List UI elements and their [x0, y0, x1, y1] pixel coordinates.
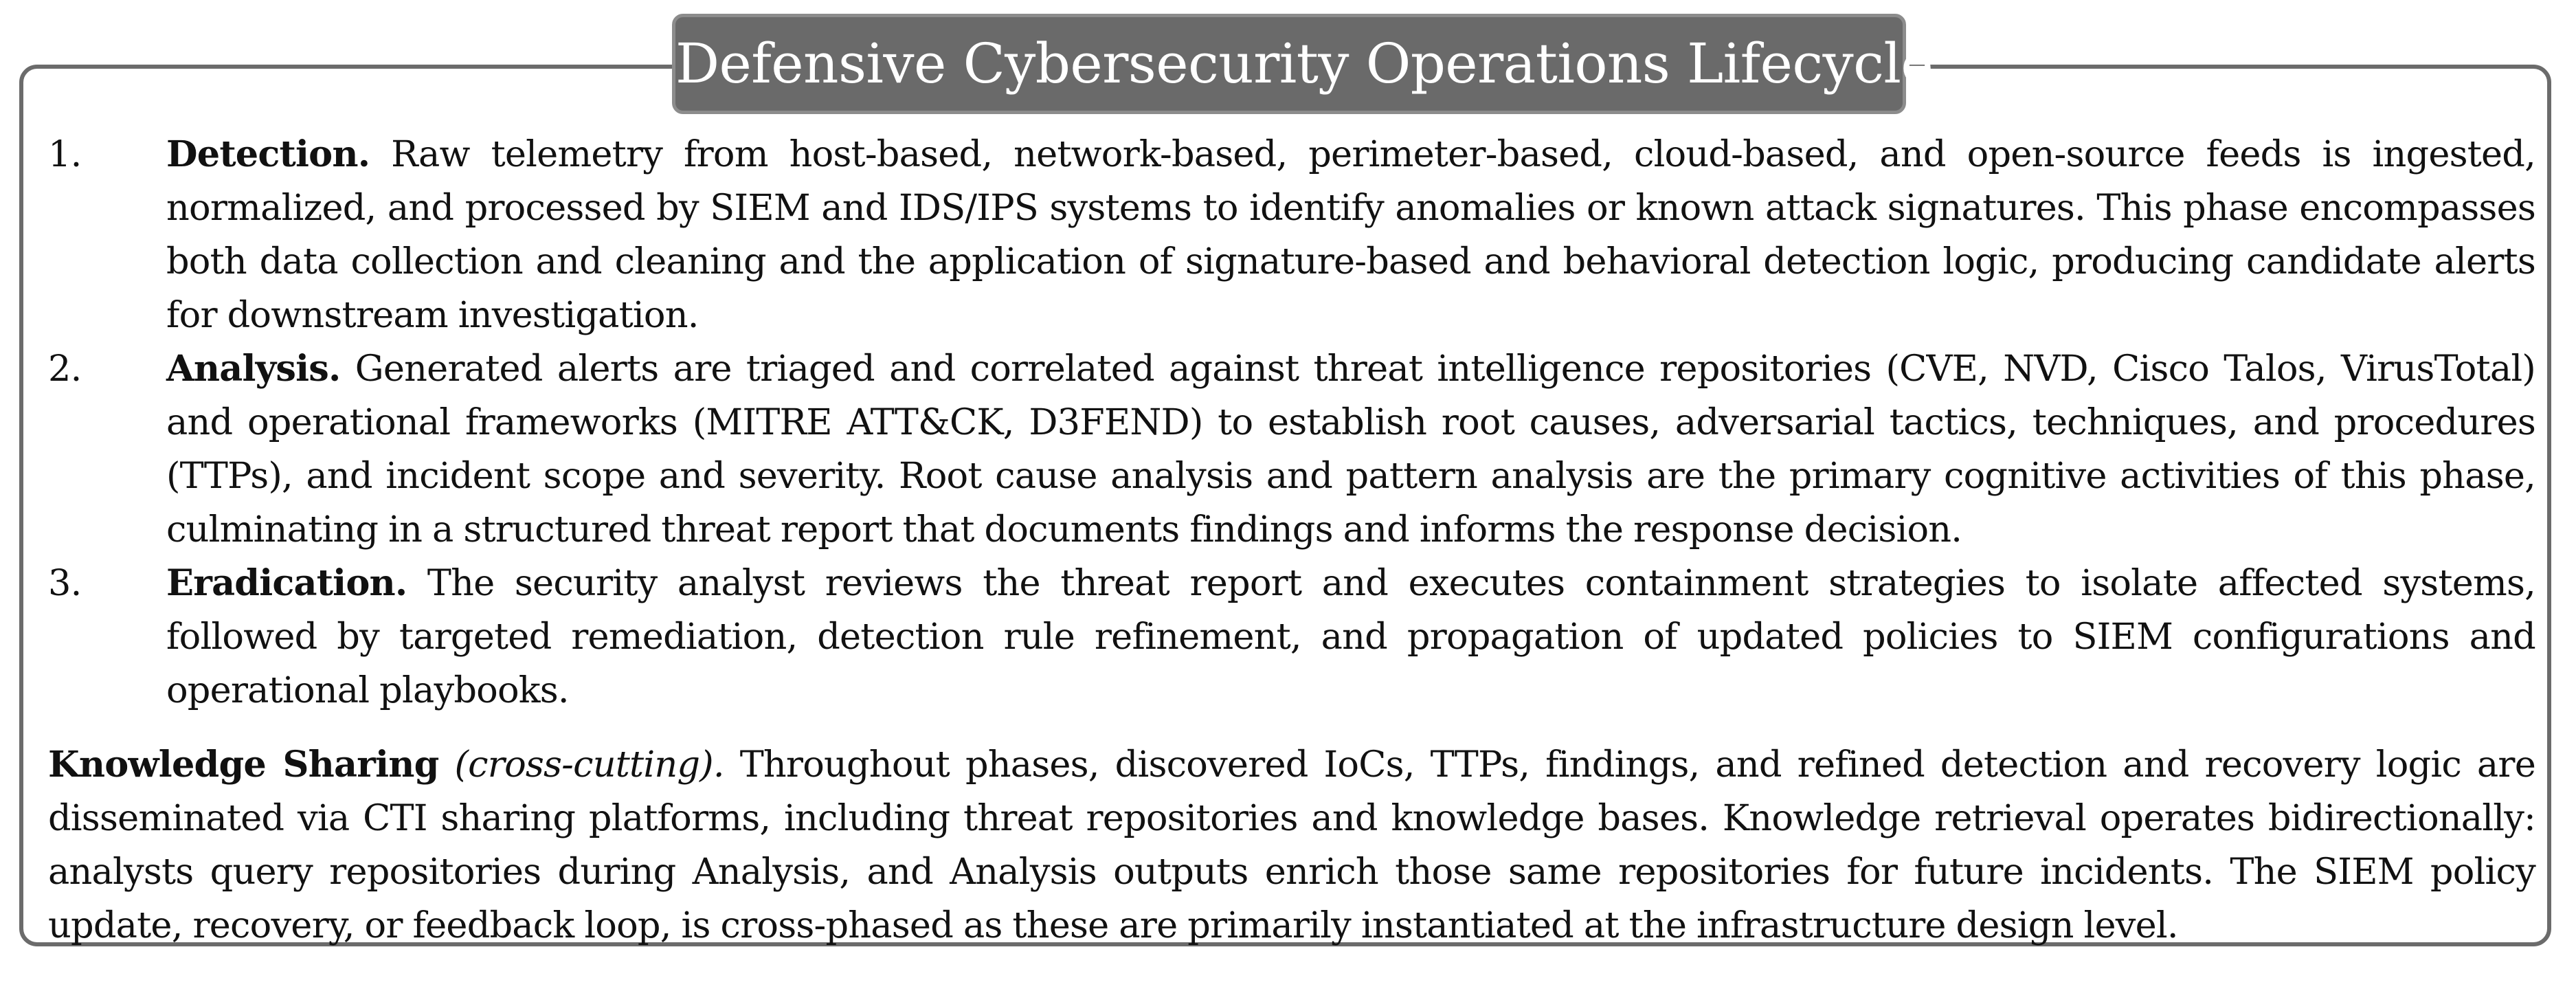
phase-name: Eradication. — [166, 562, 407, 604]
phase-number: 3. — [48, 562, 82, 604]
phase-analysis — [48, 342, 2535, 557]
phase-name: Analysis. — [166, 348, 341, 390]
phase-list — [48, 128, 2535, 718]
phase-description: Generated alerts are triaged and correlated against threat intelligence repositories (CVE, NVD, Cisco Talos, VirusTotal) and operational frameworks (MITRE ATT&CK, D3FEND) to establish root causes, adversarial tactics, techniques, and procedures (TTPs), and incident scope and severity. Root cause analysis and pattern analysis are the primary cognitive activities of this phase, culminating in a structured threat report that documents findings and informs the response decision. — [166, 348, 2535, 551]
box-title: Defensive Cybersecurity Operations Lifecycle — [672, 14, 1906, 114]
phase-number: 2. — [48, 348, 82, 390]
knowledge-sharing-paragraph — [48, 738, 2535, 953]
phase-eradication — [48, 557, 2535, 718]
phase-number: 1. — [48, 133, 82, 175]
phase-name: Detection. — [166, 133, 370, 175]
phase-detection — [48, 128, 2535, 342]
phase-description: Raw telemetry from host-based, network-based, perimeter-based, cloud-based, and open-source feeds is ingested, normalized, and processed by SIEM and IDS/IPS systems to identify anomalies or known attack signatures. This phase encompasses both data collection and cleaning and the application of signature-based and behavioral detection logic, producing candidate alerts for downstream investigation. — [166, 133, 2535, 336]
knowledge-sharing-name: Knowledge Sharing — [48, 744, 439, 786]
phase-description: The security analyst reviews the threat report and executes containment strategies to isolate affected systems, followed by targeted remediation, detection rule refinement, and propagation of updated policies to SIEM configurations and operational playbooks. — [166, 562, 2535, 711]
knowledge-sharing-tag: (cross-cutting). — [454, 744, 724, 786]
knowledge-sharing-description: Throughout phases, discovered IoCs, TTPs, findings, and refined detection and recovery logic are disseminated via CTI sharing platforms, including threat repositories and knowledge bases. Knowledge retrieval operates bidirectionally: analysts query repositories during Analysis, and Analysis outputs enrich those same repositories for future incidents. The SIEM policy update, recovery, or feedback loop, is cross-phased as these are primarily instantiated at the infrastructure design level. — [48, 744, 2535, 946]
lifecycle-content — [48, 128, 2535, 989]
